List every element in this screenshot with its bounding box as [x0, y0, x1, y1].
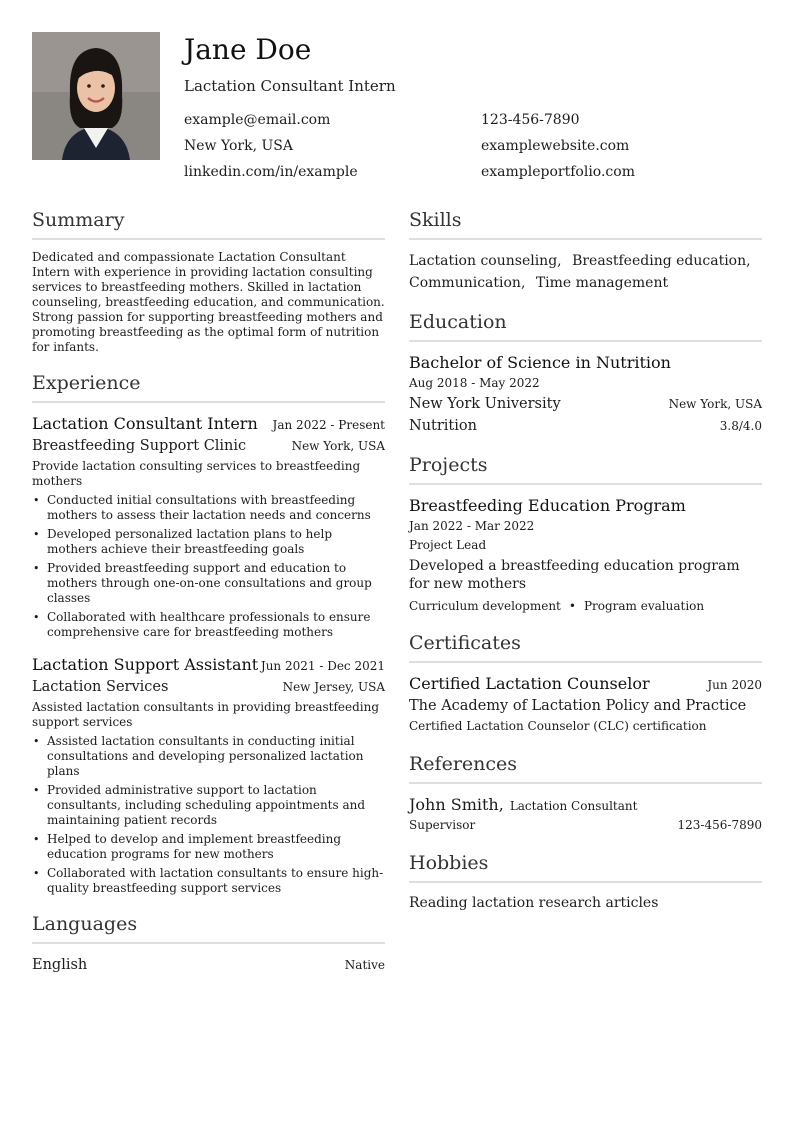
project-tags	[409, 597, 762, 615]
profile-photo	[32, 32, 160, 160]
header-info	[184, 32, 762, 182]
certificate-date: Jun 2020	[707, 678, 762, 692]
experience-org: Lactation Services	[32, 679, 169, 695]
bullet-item: • Collaborated with lactation consultants to ensure high-quality breastfeeding support services	[32, 866, 385, 896]
education-location: New York, USA	[668, 397, 762, 411]
project-tag: Program evaluation	[583, 599, 705, 613]
experience-desc: Provide lactation consulting services to breastfeeding mothers	[32, 459, 361, 488]
skill-item: Lactation counseling,	[409, 253, 562, 269]
contact-website[interactable]: examplewebsite.com	[481, 138, 630, 154]
experience-dates: Jan 2022 - Present	[272, 418, 385, 432]
section-title-summary: Summary	[32, 206, 385, 240]
bullet-item: • Collaborated with healthcare professionals to ensure comprehensive care for breastfeeding mothers	[32, 610, 385, 640]
summary-section	[32, 206, 385, 355]
section-title-skills: Skills	[409, 206, 762, 240]
education-section	[409, 308, 762, 437]
section-title-hobbies: Hobbies	[409, 849, 762, 883]
experience-item	[32, 654, 385, 896]
experience-location: New Jersey, USA	[282, 680, 385, 694]
hobby-item: Reading lactation research articles	[409, 895, 659, 911]
contact-grid	[184, 110, 762, 182]
section-title-certificates: Certificates	[409, 629, 762, 663]
experience-bullets	[32, 734, 385, 896]
certificates-section	[409, 629, 762, 736]
education-field: Nutrition	[409, 418, 477, 434]
project-name: Breastfeeding Education Program	[409, 496, 686, 515]
language-name: English	[32, 957, 88, 973]
experience-bullets	[32, 493, 385, 640]
contact-phone[interactable]: 123-456-7890	[481, 112, 580, 128]
candidate-name: Jane Doe	[184, 33, 312, 66]
bullet-item: • Provided breastfeeding support and education to mothers through one-on-one consultations and group classes	[32, 561, 385, 606]
reference-relation: Supervisor	[409, 818, 476, 832]
candidate-title: Lactation Consultant Intern	[184, 77, 396, 95]
project-role: Project Lead	[409, 538, 487, 552]
section-title-references: References	[409, 750, 762, 784]
hobbies-section	[409, 849, 762, 913]
tag-separator: •	[568, 599, 576, 613]
bullet-item: • Provided administrative support to lactation consultants, including scheduling appointments and maintaining patient records	[32, 783, 385, 828]
skills-section	[409, 206, 762, 294]
bullet-item: • Helped to develop and implement breastfeeding education programs for new mothers	[32, 832, 385, 862]
contact-email[interactable]: example@email.com	[184, 112, 331, 128]
section-title-education: Education	[409, 308, 762, 342]
skill-item: Breastfeeding education,	[572, 253, 751, 269]
reference-role: Lactation Consultant	[509, 799, 638, 813]
project-dates: Jan 2022 - Mar 2022	[409, 519, 535, 533]
education-degree: Bachelor of Science in Nutrition	[409, 353, 671, 372]
experience-desc: Assisted lactation consultants in providing breastfeeding support services	[32, 700, 380, 729]
experience-dates: Jun 2021 - Dec 2021	[260, 659, 385, 673]
experience-section	[32, 369, 385, 896]
section-title-languages: Languages	[32, 910, 385, 944]
reference-phone[interactable]: 123-456-7890	[677, 818, 762, 832]
project-desc: Developed a breastfeeding education program for new mothers	[409, 558, 740, 592]
certificate-issuer: The Academy of Lactation Policy and Practice	[409, 698, 747, 714]
language-item	[32, 954, 385, 976]
references-section	[409, 750, 762, 835]
language-level: Native	[344, 958, 385, 972]
left-column	[32, 206, 385, 990]
summary-text: Dedicated and compassionate Lactation Consultant Intern with experience in providing lactation consulting services to breastfeeding mothers. Skilled in lactation counseling, breastfeeding education, and communication. Strong passion for supporting breastfeeding mothers and promoting breastfeeding as the optimal form of nutrition for infants.	[32, 250, 385, 354]
experience-org: Breastfeeding Support Clinic	[32, 438, 247, 454]
right-column	[409, 206, 762, 927]
skill-item: Communication,	[409, 275, 526, 291]
person-photo-icon	[32, 32, 160, 160]
skills-list	[409, 250, 762, 294]
experience-location: New York, USA	[291, 439, 385, 453]
skill-item: Time management	[535, 275, 669, 291]
certificate-desc: Certified Lactation Counselor (CLC) certification	[409, 719, 707, 733]
bullet-item: • Conducted initial consultations with breastfeeding mothers to assess their lactation needs and concerns	[32, 493, 385, 523]
bullet-item: • Developed personalized lactation plans to help mothers achieve their breastfeeding goals	[32, 527, 385, 557]
contact-portfolio[interactable]: exampleportfolio.com	[481, 164, 635, 180]
section-title-projects: Projects	[409, 451, 762, 485]
experience-role: Lactation Consultant Intern	[32, 414, 258, 433]
contact-linkedin[interactable]: linkedin.com/in/example	[184, 164, 358, 180]
projects-section	[409, 451, 762, 615]
languages-section	[32, 910, 385, 976]
bullet-item: • Assisted lactation consultants in conducting initial consultations and developing personalized lactation plans	[32, 734, 385, 779]
contact-location: New York, USA	[184, 138, 293, 154]
resume-header	[32, 32, 762, 192]
education-dates: Aug 2018 - May 2022	[409, 376, 540, 390]
section-title-experience: Experience	[32, 369, 385, 403]
experience-role: Lactation Support Assistant	[32, 655, 259, 674]
reference-name: John Smith,	[409, 795, 504, 814]
education-gpa: 3.8/4.0	[719, 419, 762, 433]
experience-item	[32, 413, 385, 640]
education-school: New York University	[409, 396, 561, 412]
certificate-name: Certified Lactation Counselor	[409, 674, 650, 693]
project-tag: Curriculum development	[409, 599, 561, 613]
